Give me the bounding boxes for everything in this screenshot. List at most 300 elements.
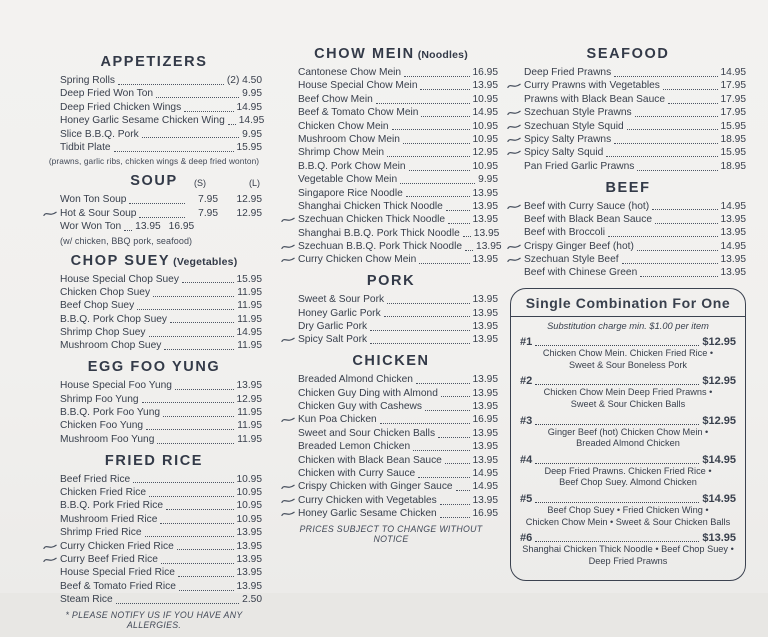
spicy-icon <box>281 243 295 251</box>
menu-section <box>510 46 746 173</box>
section-title <box>46 453 262 469</box>
item-price-small: 11.95 <box>237 340 262 352</box>
dotted-leader <box>441 396 470 397</box>
item-price-small: 9.95 <box>242 88 262 100</box>
item-price-small: 14.95 <box>236 327 262 339</box>
combo-price-row <box>520 532 736 544</box>
dotted-leader <box>182 282 234 283</box>
combo-price-row <box>520 454 736 466</box>
menu-section <box>46 359 262 445</box>
combo-price: $13.95 <box>702 532 736 545</box>
menu-section <box>510 180 746 280</box>
menu-section <box>46 173 262 245</box>
spicy-icon <box>281 336 295 344</box>
combo-number: #6 <box>520 532 533 545</box>
item-name: B.B.Q. Pork Fried Rice <box>60 500 164 512</box>
dotted-leader <box>129 203 185 204</box>
item-price-small: 13.95 <box>720 227 746 239</box>
item-price-small: 13.95 <box>236 380 262 392</box>
menu-item-row <box>46 528 262 539</box>
item-price-small: 9.95 <box>242 128 262 140</box>
menu-item-row <box>46 501 262 512</box>
combo-price: $12.95 <box>702 375 736 388</box>
dotted-leader <box>445 463 470 464</box>
dotted-leader <box>139 217 185 218</box>
item-name: Szechuan Style Prawns <box>524 107 632 119</box>
item-price-small: 10.95 <box>236 473 262 485</box>
spicy-icon <box>281 510 295 518</box>
menu-item-row <box>510 162 746 173</box>
menu-column-left <box>46 48 265 637</box>
dotted-leader <box>535 384 699 385</box>
item-name: Chicken with Black Bean Sauce <box>298 454 442 466</box>
item-name: Beef & Tomato Fried Rice <box>60 580 176 592</box>
item-name: Slice B.B.Q. Pork <box>60 128 139 140</box>
combo-item <box>520 415 736 450</box>
menu-item-row <box>284 255 498 266</box>
menu-item-row <box>46 341 262 352</box>
item-price-small: 15.95 <box>720 120 746 132</box>
item-name: Tidbit Plate <box>60 141 111 153</box>
section-title <box>46 54 262 70</box>
dotted-leader <box>637 250 718 251</box>
dotted-leader <box>384 316 470 317</box>
item-price-small: 2.50 <box>242 594 262 606</box>
menu-item-row <box>510 68 746 79</box>
combo-item <box>520 532 736 567</box>
menu-section <box>284 273 498 346</box>
section-footnote: PRICES SUBJECT TO CHANGE WITHOUT NOTICE <box>299 523 483 544</box>
item-name: Chicken Guy Ding with Almond <box>298 387 438 399</box>
combo-description-line: Beef Chop Suey. Almond Chicken <box>559 477 697 488</box>
combo-description-line: Chicken Chow Mein. Chicken Fried Rice • <box>542 348 714 359</box>
menu-item-row <box>284 322 498 333</box>
section-title-suffix: (Noodles) <box>417 49 468 61</box>
item-name: Cantonese Chow Mein <box>298 67 402 78</box>
item-price-small: 7.95 <box>198 207 218 219</box>
item-price-small: 11.95 <box>237 286 262 298</box>
dotted-leader <box>166 509 233 510</box>
spicy-icon <box>507 109 521 117</box>
dotted-leader <box>413 450 469 451</box>
menu-item-row <box>284 335 498 346</box>
dotted-leader <box>535 502 699 503</box>
section-footnote: * PLEASE NOTIFY US IF YOU HAVE ANY ALLERGIES. <box>65 609 243 630</box>
menu-item-row <box>510 148 746 159</box>
item-name: Deep Fried Won Ton <box>60 88 154 100</box>
item-price-large: 12.95 <box>236 194 262 206</box>
dotted-leader <box>142 402 234 403</box>
menu-item-row <box>46 130 262 141</box>
section-title <box>510 180 746 196</box>
combo-description-line: Breaded Almond Chicken <box>576 438 680 449</box>
dotted-leader <box>421 116 469 117</box>
dotted-leader <box>116 603 240 604</box>
item-name: Chicken Chow Mein <box>298 120 389 132</box>
section-title-text: FRIED RICE <box>104 452 204 469</box>
menu-item-row <box>284 68 498 79</box>
combo-price: $14.95 <box>702 453 736 466</box>
item-price-small: 11.95 <box>237 313 262 325</box>
item-name: Beef with Black Bean Sauce <box>524 213 652 225</box>
item-price-small: 13.95 <box>135 221 161 233</box>
combo-price: $14.95 <box>702 493 736 506</box>
combo-description-line: Chicken Chow Mein Deep Fried Prawns • <box>543 387 713 398</box>
item-name: Breaded Almond Chicken <box>298 374 413 386</box>
section-title-text: EGG FOO YUNG <box>87 359 221 376</box>
spicy-icon <box>281 497 295 505</box>
item-name: Kun Poa Chicken <box>298 414 377 426</box>
menu-item-row <box>46 582 262 593</box>
item-price-small: 13.95 <box>720 213 746 225</box>
item-name: Honey Garlic Sesame Chicken Wing <box>60 115 225 127</box>
dotted-leader <box>608 236 718 237</box>
item-price-small: 13.95 <box>472 401 498 413</box>
dotted-leader <box>420 89 469 90</box>
item-price-small: 10.95 <box>472 133 498 145</box>
item-name: Spicy Salty Squid <box>524 147 604 159</box>
item-name: B.B.Q. Pork Chop Suey <box>60 313 168 325</box>
section-title <box>510 46 746 62</box>
menu-item-row <box>284 95 498 106</box>
item-name: Won Ton Soup <box>60 194 127 206</box>
menu-column-right <box>510 40 746 581</box>
item-name: Wor Won Ton <box>60 221 122 233</box>
menu-item-row <box>284 442 498 453</box>
item-price-small: 11.95 <box>237 420 262 432</box>
dotted-leader <box>404 76 469 77</box>
menu-item-row <box>46 103 262 114</box>
dotted-leader <box>535 345 699 346</box>
menu-item-row <box>510 81 746 92</box>
spicy-icon <box>507 243 521 251</box>
dotted-leader <box>160 523 233 524</box>
item-price-small: 13.95 <box>472 214 498 226</box>
menu-item-row <box>46 76 262 87</box>
menu-item-row <box>46 488 262 499</box>
dotted-leader <box>118 84 224 85</box>
item-price-small: 13.95 <box>720 267 746 279</box>
menu-item-row <box>284 162 498 173</box>
item-price-small: 16.95 <box>472 67 498 78</box>
dotted-leader <box>124 230 132 231</box>
dotted-leader <box>614 143 717 144</box>
item-name: Curry Chicken Fried Rice <box>60 540 174 552</box>
combo-description-line: Deep Fried Prawns. Chicken Fried Rice • <box>544 465 712 476</box>
dotted-leader <box>535 541 699 542</box>
item-name: House Special Chow Mein <box>298 80 418 92</box>
menu-item-row <box>46 143 262 154</box>
menu-item-row <box>46 89 262 100</box>
combo-price: $12.95 <box>702 336 736 349</box>
item-price-small: 13.95 <box>472 187 498 199</box>
section-title <box>284 273 498 289</box>
item-name: Spicy Salty Prawns <box>524 133 612 145</box>
item-price-small: 13.95 <box>472 494 498 506</box>
dotted-leader <box>387 156 469 157</box>
section-title-text: SEAFOOD <box>586 46 670 62</box>
menu-item-row <box>284 509 498 520</box>
menu-item-row <box>284 241 502 253</box>
spicy-icon <box>281 483 295 491</box>
dotted-leader <box>179 590 234 591</box>
menu-item-row <box>46 421 262 432</box>
section-title <box>284 46 498 62</box>
combo-number: #3 <box>520 414 533 427</box>
item-price-small: 11.95 <box>237 300 262 312</box>
dotted-leader <box>228 124 236 125</box>
item-name: Shrimp Chop Suey <box>60 327 146 339</box>
combo-description-line: Chicken Chow Mein • Sweet & Sour Chicken Balls <box>525 516 731 527</box>
item-name: Deep Fried Prawns <box>524 67 612 78</box>
combo-description-line: Deep Fried Prawns <box>588 555 668 566</box>
item-name: House Special Fried Rice <box>60 567 175 579</box>
dotted-leader <box>627 129 718 130</box>
dotted-leader <box>403 143 470 144</box>
menu-item-row <box>46 515 262 526</box>
item-name: Shrimp Chow Mein <box>298 147 385 159</box>
dotted-leader <box>448 223 469 224</box>
dotted-leader <box>380 423 470 424</box>
combo-box <box>510 288 746 581</box>
item-price-small: 18.95 <box>720 133 746 145</box>
dotted-leader <box>149 496 233 497</box>
item-price-small: 16.95 <box>472 508 498 520</box>
menu-item-row <box>284 189 498 200</box>
combo-description-line: Sweet & Sour Chicken Balls <box>570 399 686 410</box>
item-price-small: 14.95 <box>472 481 498 493</box>
item-name: Beef Chop Suey <box>60 300 135 312</box>
item-price-small: 16.95 <box>472 414 498 426</box>
menu-section <box>284 353 498 544</box>
item-name: Sweet & Sour Pork <box>298 294 385 306</box>
dotted-leader <box>440 504 470 505</box>
dotted-leader <box>370 343 469 344</box>
item-name: Szechuan Style Squid <box>524 120 624 132</box>
dotted-leader <box>142 137 239 138</box>
item-name: Deep Fried Chicken Wings <box>60 101 182 113</box>
item-name: Curry Chicken Chow Mein <box>298 254 417 266</box>
item-name: Sweet and Sour Chicken Balls <box>298 427 436 439</box>
item-price-small: 13.95 <box>472 200 498 212</box>
item-price-small: 14.95 <box>472 107 498 119</box>
item-price-small: 14.95 <box>236 101 262 113</box>
menu-item-row <box>46 408 262 419</box>
item-price-small: 13.95 <box>472 334 498 346</box>
menu-item-row <box>46 435 262 446</box>
dotted-leader <box>400 183 475 184</box>
combo-number: #5 <box>520 493 533 506</box>
item-name: Mushroom Chop Suey <box>60 340 162 352</box>
dotted-leader <box>416 383 470 384</box>
section-title <box>46 253 262 269</box>
menu-item-row <box>284 429 498 440</box>
dotted-leader <box>409 170 470 171</box>
menu-item-row <box>510 135 746 146</box>
combo-number: #4 <box>520 453 533 466</box>
item-price-small: 10.95 <box>472 93 498 105</box>
combo-description-line: Sweet & Sour Boneless Pork <box>569 359 687 370</box>
spicy-icon <box>507 123 521 131</box>
item-name: Beef with Broccoli <box>524 227 605 239</box>
item-price-small: 13.95 <box>472 307 498 319</box>
menu-section <box>46 253 262 353</box>
item-price-small: 13.95 <box>472 321 498 333</box>
spicy-icon <box>281 416 295 424</box>
combo-price-row <box>520 336 736 348</box>
menu-column-middle <box>284 40 502 551</box>
item-price-small: 14.95 <box>238 115 265 127</box>
item-name: Beef Fried Rice <box>60 473 131 485</box>
menu-item-row <box>284 295 498 306</box>
menu-item-row <box>46 328 262 339</box>
spicy-icon <box>43 556 57 564</box>
item-price-small: 13.95 <box>472 80 498 92</box>
dotted-leader <box>535 463 699 464</box>
item-price-small: 13.95 <box>472 374 498 386</box>
item-name: Beef Chow Mein <box>298 93 373 105</box>
item-name: Shanghai B.B.Q. Pork Thick Noodle <box>298 227 460 239</box>
dotted-leader <box>175 389 234 390</box>
dotted-leader <box>535 424 699 425</box>
price-size-headers <box>194 178 260 188</box>
spicy-icon <box>281 216 295 224</box>
item-price-small: 13.95 <box>472 441 498 453</box>
menu-item-row <box>46 595 262 606</box>
combo-item <box>520 375 736 410</box>
section-title-suffix: (Vegetables) <box>173 255 238 268</box>
menu-item-row <box>46 568 262 579</box>
item-name: Honey Garlic Sesame Chicken <box>298 508 437 520</box>
section-title-text: BEEF <box>605 179 651 196</box>
item-price-small: 13.95 <box>472 454 498 466</box>
menu-item-row <box>46 115 265 127</box>
item-name: Crispy Chicken with Ginger Sauce <box>298 481 453 493</box>
menu-item-row <box>46 475 262 486</box>
item-name: Hot & Sour Soup <box>60 207 137 219</box>
menu-item-row <box>46 222 262 233</box>
menu-item-row <box>510 95 746 106</box>
menu-item-row <box>284 402 498 413</box>
menu-item-row <box>284 81 498 92</box>
menu-item-row <box>284 469 498 480</box>
item-price-small: 10.95 <box>472 160 498 172</box>
item-price-small: 18.95 <box>720 160 746 172</box>
item-name: Vegetable Chow Mein <box>298 174 398 186</box>
dotted-leader <box>157 443 234 444</box>
combo-price-row <box>520 493 736 505</box>
price-size-header: (L) <box>249 178 260 189</box>
dotted-leader <box>178 576 234 577</box>
item-name: House Special Chop Suey <box>60 273 179 285</box>
dotted-leader <box>606 156 717 157</box>
item-name: Steam Rice <box>60 594 113 606</box>
dotted-leader <box>418 477 469 478</box>
item-price-small: 13.95 <box>472 254 498 266</box>
dotted-leader <box>114 151 234 152</box>
item-price-small: 11.95 <box>237 433 262 445</box>
item-price-small: 14.95 <box>720 240 746 252</box>
combo-number: #2 <box>520 375 533 388</box>
menu-item-row <box>284 496 498 507</box>
dotted-leader <box>652 209 717 210</box>
item-price-small: 13.95 <box>236 540 262 552</box>
dotted-leader <box>376 103 470 104</box>
section-title-text: SOUP <box>130 173 178 190</box>
item-price-small: 17.95 <box>720 93 746 105</box>
section-title <box>46 173 262 189</box>
dotted-leader <box>456 490 470 491</box>
item-price-large: 16.95 <box>168 221 195 233</box>
section-title <box>46 359 262 375</box>
spicy-icon <box>507 82 521 90</box>
item-price-small: 12.95 <box>236 393 262 405</box>
item-price-large: 12.95 <box>236 207 262 219</box>
menu-item-row <box>510 255 746 266</box>
dotted-leader <box>153 296 234 297</box>
price-size-header: (S) <box>194 178 206 189</box>
menu-item-row <box>510 242 746 253</box>
menu-section <box>284 46 502 266</box>
menu-item-row <box>510 122 746 133</box>
dotted-leader <box>446 210 470 211</box>
menu-item-row <box>46 275 262 286</box>
item-price-small: (2) 4.50 <box>226 75 262 86</box>
menu-item-row <box>510 202 746 213</box>
item-name: Dry Garlic Pork <box>298 321 368 333</box>
dotted-leader <box>614 76 717 77</box>
item-name: Chicken with Curry Sauce <box>298 467 416 479</box>
menu-item-row <box>510 228 746 239</box>
dotted-leader <box>438 437 469 438</box>
item-price-small: 13.95 <box>472 387 498 399</box>
spicy-icon <box>43 543 57 551</box>
menu-item-row <box>510 268 746 279</box>
item-name: Beef with Curry Sauce (hot) <box>524 200 650 212</box>
dotted-leader <box>133 482 233 483</box>
dotted-leader <box>170 322 234 323</box>
item-name: Spicy Salt Pork <box>298 334 368 346</box>
item-name: Szechuan Chicken Thick Noodle <box>298 214 446 226</box>
section-footnote: (prawns, garlic ribs, chicken wings & deep fried wonton) <box>48 156 260 167</box>
spicy-icon <box>507 256 521 264</box>
dotted-leader <box>145 536 234 537</box>
item-name: Pan Fried Garlic Prawns <box>524 160 635 172</box>
combo-item <box>520 454 736 489</box>
item-price-small: 13.95 <box>476 241 502 253</box>
menu-item-row <box>510 215 746 226</box>
menu-item-row <box>46 395 262 406</box>
combo-subtitle: Substitution charge min. $1.00 per item <box>547 321 709 332</box>
item-price-small: 15.95 <box>720 147 746 159</box>
spicy-icon <box>507 203 521 211</box>
menu-item-row <box>46 315 262 326</box>
dotted-leader <box>149 336 234 337</box>
item-price-small: 10.95 <box>236 487 262 499</box>
item-name: Mushroom Foo Yung <box>60 433 155 445</box>
dotted-leader <box>177 549 234 550</box>
item-name: Mushroom Chow Mein <box>298 133 400 145</box>
menu-section <box>46 54 265 167</box>
item-name: House Special Foo Yung <box>60 380 172 392</box>
item-name: Prawns with Black Bean Sauce <box>524 93 665 105</box>
dotted-leader <box>640 276 717 277</box>
item-price-small: 13.95 <box>236 527 262 539</box>
menu-item-row <box>284 122 498 133</box>
combo-description-line: Shanghai Chicken Thick Noodle • Beef Chop Suey • <box>522 544 734 555</box>
dotted-leader <box>370 330 469 331</box>
item-name: B.B.Q. Pork Foo Yung <box>60 407 161 419</box>
